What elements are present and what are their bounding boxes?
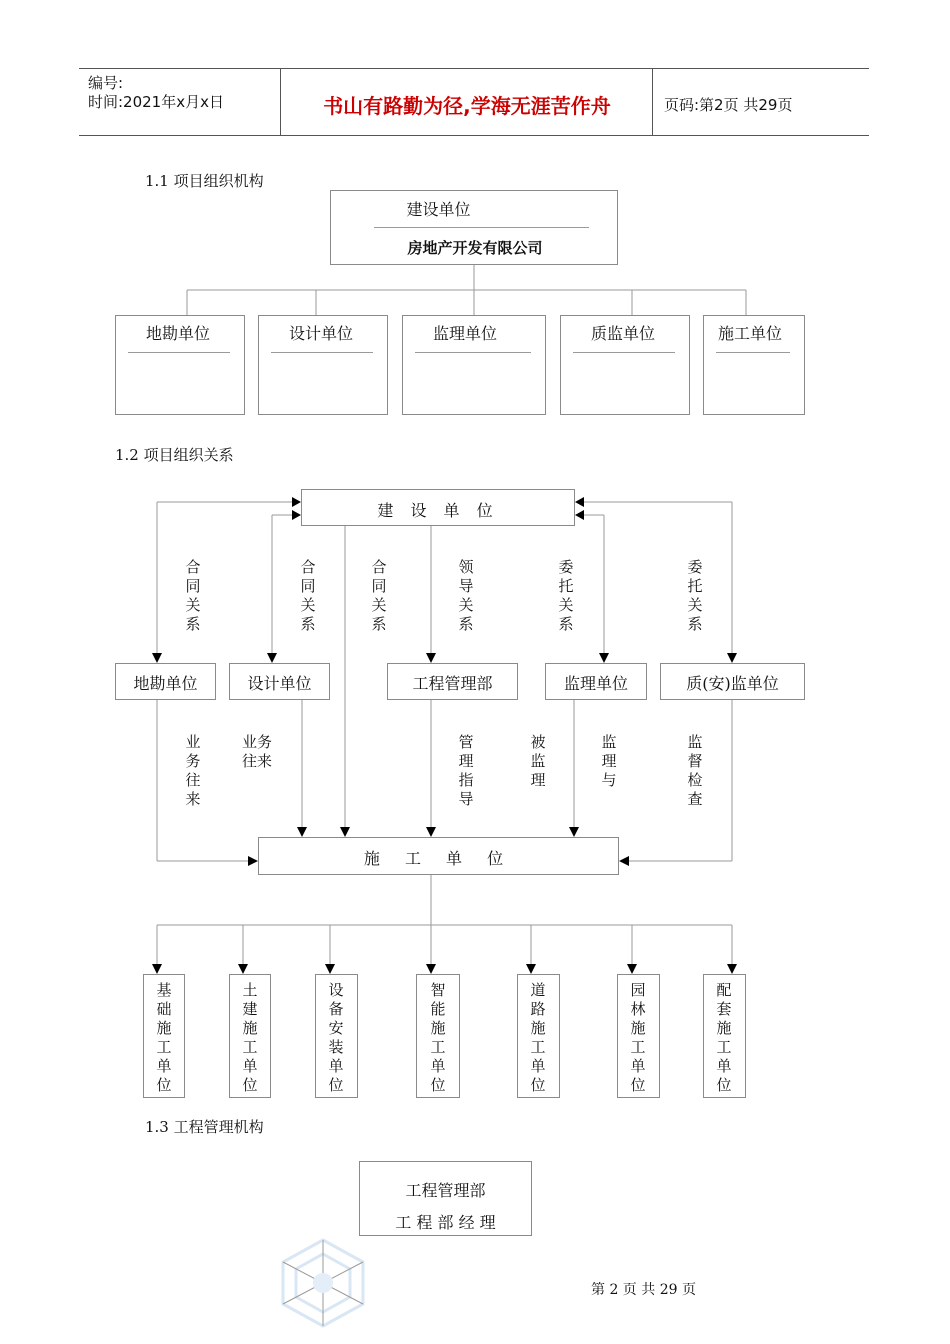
org2-sub-unit-label: 土建施工单位 [242, 981, 258, 1094]
org2-sub-unit-equipment [315, 974, 358, 1098]
header-motto: 书山有路勤为径,学海无涯苦作舟 [323, 94, 611, 118]
arrow-head [238, 964, 248, 974]
arrow-head [340, 827, 350, 837]
arrow-head [426, 964, 436, 974]
org2-unit-label: 工程管理部 [412, 674, 493, 693]
org1-unit-rule [128, 352, 230, 353]
org1-unit-design [258, 315, 388, 415]
org2-lower-label: 监督检查 [687, 733, 703, 808]
header-page-info: 页码:第2页 共29页 [664, 96, 793, 114]
arrow-head [569, 827, 579, 837]
org1-owner-box [330, 190, 618, 265]
org2-contractor-box [258, 837, 619, 875]
org1-owner-name: 房地产开发有限公司 [407, 239, 543, 257]
org2-sub-unit-road [517, 974, 560, 1098]
arrow-head [152, 653, 162, 663]
org2-sub-unit-label: 道路施工单位 [530, 981, 546, 1094]
org2-unit-label: 地勘单位 [133, 674, 198, 693]
org2-lower-label: 监理与 [601, 733, 617, 789]
org1-unit-label: 质监单位 [590, 324, 655, 343]
footer-page-number: 第 2 页 共 29 页 [591, 1282, 696, 1298]
org1-unit-rule [271, 352, 373, 353]
org2-relation-label: 领导关系 [458, 558, 474, 633]
org2-sub-unit-foundation [143, 974, 185, 1098]
org2-unit-mgmt [387, 663, 518, 700]
header-top-rule [79, 68, 869, 69]
section-1-3-title: 1.3 工程管理机构 [145, 1118, 264, 1136]
org2-relation-label: 委托关系 [558, 558, 574, 633]
org1-unit-label: 监理单位 [432, 324, 497, 343]
org1-unit-quality [560, 315, 690, 415]
org1-owner-title: 建设单位 [406, 200, 471, 219]
org2-owner-label: 建 设 单 位 [377, 501, 499, 520]
arrow-head [297, 827, 307, 837]
org2-sub-unit-label: 设备安装单位 [328, 981, 344, 1094]
header-divider-right [652, 68, 653, 135]
org2-relation-label: 合同关系 [371, 558, 387, 633]
arrow-head [619, 856, 629, 866]
arrow-head [575, 510, 584, 520]
arrow-head [325, 964, 335, 974]
org3-line2: 工 程 部 经 理 [395, 1213, 496, 1232]
org2-sub-unit-landscape [617, 974, 660, 1098]
header-bottom-rule [79, 135, 869, 136]
org1-unit-label: 施工单位 [717, 324, 782, 343]
org2-unit-label: 设计单位 [247, 674, 312, 693]
org2-relation-label: 合同关系 [185, 558, 201, 633]
org1-unit-rule [573, 352, 675, 353]
org2-contractor-label: 施 工 单 位 [363, 849, 514, 868]
org1-owner-rule [374, 227, 589, 228]
org2-unit-survey [115, 663, 216, 700]
org2-sub-unit-label: 基础施工单位 [156, 981, 172, 1094]
org2-lower-label: 管理指导 [458, 733, 474, 808]
org2-unit-quality [660, 663, 805, 700]
arrow-head [292, 497, 301, 507]
org2-unit-supervision [545, 663, 647, 700]
org1-unit-survey [115, 315, 245, 415]
arrow-head [267, 653, 277, 663]
org2-lower-label: 业务往来 [185, 733, 201, 808]
org3-mgmt-box [359, 1161, 532, 1236]
org1-unit-rule [415, 352, 531, 353]
org1-unit-construction [703, 315, 805, 415]
org2-sub-unit-label: 园林施工单位 [630, 981, 646, 1094]
arrow-head [575, 497, 584, 507]
watermark-logo-icon [268, 1232, 378, 1332]
org2-sub-unit-ancillary [703, 974, 746, 1098]
org2-unit-label: 监理单位 [563, 674, 628, 693]
header-divider-left [280, 68, 281, 135]
org2-relation-label: 合同关系 [300, 558, 316, 633]
doc-time-label: 时间:2021年x月x日 [88, 93, 224, 111]
doc-number-label: 编号: [88, 74, 124, 92]
arrow-head [426, 653, 436, 663]
arrow-head [526, 964, 536, 974]
org1-unit-rule [716, 352, 790, 353]
org1-unit-label: 设计单位 [288, 324, 353, 343]
org2-sub-unit-civil [229, 974, 271, 1098]
org2-sub-unit-label: 配套施工单位 [716, 981, 732, 1094]
arrow-head [727, 964, 737, 974]
org2-lower-label: 业务往来 [242, 733, 273, 770]
arrow-head [248, 856, 258, 866]
arrow-head [152, 964, 162, 974]
org2-unit-label: 质(安)监单位 [686, 674, 779, 693]
arrow-head [727, 653, 737, 663]
org3-line1: 工程管理部 [405, 1181, 486, 1200]
org2-sub-unit-smart [416, 974, 460, 1098]
org2-lower-label: 被监理 [530, 733, 546, 789]
org2-unit-design [229, 663, 330, 700]
arrow-head [627, 964, 637, 974]
section-1-1-title: 1.1 项目组织机构 [145, 172, 264, 190]
org2-relation-label: 委托关系 [687, 558, 703, 633]
arrow-head [426, 827, 436, 837]
org1-unit-label: 地勘单位 [145, 324, 210, 343]
arrow-head [599, 653, 609, 663]
org1-unit-supervision [402, 315, 546, 415]
org2-owner-box [301, 489, 575, 526]
org2-sub-unit-label: 智能施工单位 [430, 981, 446, 1094]
section-1-2-title: 1.2 项目组织关系 [115, 446, 234, 464]
arrow-head [292, 510, 301, 520]
